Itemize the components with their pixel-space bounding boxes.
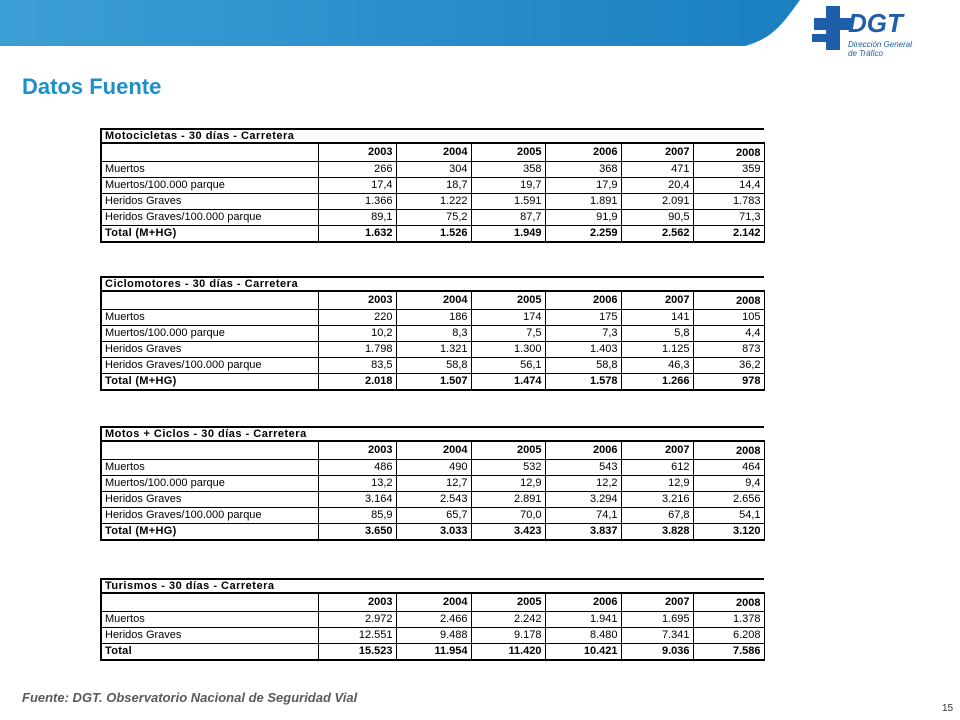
source-note: Fuente: DGT. Observatorio Nacional de Seguridad Vial — [22, 690, 358, 705]
data-table — [100, 578, 765, 661]
value-cell: 5,8 — [621, 326, 693, 342]
header-empty-cell — [101, 291, 318, 310]
row-label: Muertos — [101, 162, 318, 178]
year-header-cell: 2006 — [545, 291, 621, 310]
total-value-cell: 1.526 — [396, 226, 471, 243]
year-header-cell: 2007 — [621, 291, 693, 310]
total-value-cell: 10.421 — [545, 644, 621, 661]
value-cell: 3.216 — [621, 492, 693, 508]
table-row — [101, 210, 764, 226]
value-cell: 3.294 — [545, 492, 621, 508]
value-cell: 4,4 — [693, 326, 764, 342]
year-header-cell: 2004 — [396, 291, 471, 310]
year-header-cell: 2003 — [318, 291, 396, 310]
value-cell: 67,8 — [621, 508, 693, 524]
year-header-cell: 2008 — [693, 143, 764, 162]
table-row — [101, 326, 764, 342]
row-label: Muertos — [101, 310, 318, 326]
year-header-row — [101, 441, 764, 460]
value-cell: 105 — [693, 310, 764, 326]
year-header-cell: 2006 — [545, 441, 621, 460]
value-cell: 358 — [471, 162, 545, 178]
total-value-cell: 3.650 — [318, 524, 396, 541]
total-label: Total — [101, 644, 318, 661]
row-label: Heridos Graves — [101, 194, 318, 210]
total-value-cell: 1.507 — [396, 374, 471, 391]
year-header-cell: 2003 — [318, 441, 396, 460]
value-cell: 75,2 — [396, 210, 471, 226]
value-cell: 85,9 — [318, 508, 396, 524]
total-value-cell: 1.632 — [318, 226, 396, 243]
table-title-row — [101, 129, 764, 143]
value-cell: 464 — [693, 460, 764, 476]
table-title: Motos + Ciclos - 30 días - Carretera — [101, 427, 764, 441]
total-label: Total (M+HG) — [101, 524, 318, 541]
total-row — [101, 524, 764, 541]
value-cell: 8,3 — [396, 326, 471, 342]
total-value-cell: 11.420 — [471, 644, 545, 661]
value-cell: 612 — [621, 460, 693, 476]
row-label: Muertos/100.000 parque — [101, 476, 318, 492]
value-cell: 54,1 — [693, 508, 764, 524]
total-value-cell: 2.562 — [621, 226, 693, 243]
value-cell: 2.091 — [621, 194, 693, 210]
table-row — [101, 628, 764, 644]
table-title: Turismos - 30 días - Carretera — [101, 579, 764, 593]
value-cell: 12.551 — [318, 628, 396, 644]
table-row — [101, 492, 764, 508]
value-cell: 2.656 — [693, 492, 764, 508]
row-label: Muertos — [101, 460, 318, 476]
value-cell: 1.783 — [693, 194, 764, 210]
value-cell: 7,3 — [545, 326, 621, 342]
value-cell: 12,9 — [471, 476, 545, 492]
table-row — [101, 612, 764, 628]
header-empty-cell — [101, 593, 318, 612]
total-label: Total (M+HG) — [101, 226, 318, 243]
value-cell: 74,1 — [545, 508, 621, 524]
value-cell: 7.341 — [621, 628, 693, 644]
row-label: Heridos Graves/100.000 parque — [101, 508, 318, 524]
value-cell: 1.366 — [318, 194, 396, 210]
table-row — [101, 476, 764, 492]
value-cell: 13,2 — [318, 476, 396, 492]
value-cell: 17,9 — [545, 178, 621, 194]
year-header-row — [101, 291, 764, 310]
table-title-row — [101, 579, 764, 593]
total-value-cell: 1.266 — [621, 374, 693, 391]
total-value-cell: 3.828 — [621, 524, 693, 541]
total-value-cell: 2.018 — [318, 374, 396, 391]
value-cell: 2.891 — [471, 492, 545, 508]
logo-subtitle-line1: Dirección General — [848, 40, 913, 49]
value-cell: 490 — [396, 460, 471, 476]
value-cell: 486 — [318, 460, 396, 476]
total-value-cell: 2.259 — [545, 226, 621, 243]
value-cell: 175 — [545, 310, 621, 326]
row-label: Heridos Graves — [101, 342, 318, 358]
value-cell: 1.591 — [471, 194, 545, 210]
value-cell: 359 — [693, 162, 764, 178]
total-label: Total (M+HG) — [101, 374, 318, 391]
table-title-row — [101, 427, 764, 441]
data-table — [100, 276, 765, 391]
year-header-cell: 2005 — [471, 291, 545, 310]
value-cell: 36,2 — [693, 358, 764, 374]
value-cell: 1.300 — [471, 342, 545, 358]
value-cell: 2.543 — [396, 492, 471, 508]
value-cell: 46,3 — [621, 358, 693, 374]
year-header-row — [101, 143, 764, 162]
value-cell: 873 — [693, 342, 764, 358]
total-value-cell: 978 — [693, 374, 764, 391]
year-header-cell: 2006 — [545, 593, 621, 612]
year-header-cell: 2007 — [621, 441, 693, 460]
year-header-cell: 2003 — [318, 593, 396, 612]
value-cell: 83,5 — [318, 358, 396, 374]
row-label: Muertos — [101, 612, 318, 628]
value-cell: 3.164 — [318, 492, 396, 508]
value-cell: 87,7 — [471, 210, 545, 226]
value-cell: 89,1 — [318, 210, 396, 226]
year-header-cell: 2008 — [693, 593, 764, 612]
total-value-cell: 11.954 — [396, 644, 471, 661]
year-header-cell: 2007 — [621, 593, 693, 612]
value-cell: 17,4 — [318, 178, 396, 194]
row-label: Muertos/100.000 parque — [101, 178, 318, 194]
value-cell: 2.466 — [396, 612, 471, 628]
value-cell: 1.378 — [693, 612, 764, 628]
table-row — [101, 178, 764, 194]
value-cell: 19,7 — [471, 178, 545, 194]
year-header-cell: 2005 — [471, 441, 545, 460]
value-cell: 12,9 — [621, 476, 693, 492]
table-row — [101, 194, 764, 210]
year-header-row — [101, 593, 764, 612]
value-cell: 65,7 — [396, 508, 471, 524]
value-cell: 1.798 — [318, 342, 396, 358]
total-value-cell: 15.523 — [318, 644, 396, 661]
table-row — [101, 342, 764, 358]
value-cell: 71,3 — [693, 210, 764, 226]
table-row — [101, 310, 764, 326]
value-cell: 532 — [471, 460, 545, 476]
total-value-cell: 3.120 — [693, 524, 764, 541]
value-cell: 20,4 — [621, 178, 693, 194]
year-header-cell: 2008 — [693, 441, 764, 460]
value-cell: 56,1 — [471, 358, 545, 374]
value-cell: 90,5 — [621, 210, 693, 226]
value-cell: 58,8 — [396, 358, 471, 374]
page-title: Datos Fuente — [22, 74, 162, 99]
total-row — [101, 644, 764, 661]
row-label: Heridos Graves — [101, 628, 318, 644]
value-cell: 141 — [621, 310, 693, 326]
value-cell: 304 — [396, 162, 471, 178]
value-cell: 543 — [545, 460, 621, 476]
value-cell: 1.891 — [545, 194, 621, 210]
total-value-cell: 9.036 — [621, 644, 693, 661]
value-cell: 2.242 — [471, 612, 545, 628]
value-cell: 266 — [318, 162, 396, 178]
value-cell: 14,4 — [693, 178, 764, 194]
value-cell: 186 — [396, 310, 471, 326]
total-value-cell: 1.474 — [471, 374, 545, 391]
total-row — [101, 226, 764, 243]
table-row — [101, 508, 764, 524]
value-cell: 91,9 — [545, 210, 621, 226]
data-table — [100, 426, 765, 541]
value-cell: 1.403 — [545, 342, 621, 358]
total-value-cell: 1.949 — [471, 226, 545, 243]
year-header-cell: 2005 — [471, 593, 545, 612]
total-value-cell: 3.837 — [545, 524, 621, 541]
table-row — [101, 460, 764, 476]
total-value-cell: 7.586 — [693, 644, 764, 661]
value-cell: 6.208 — [693, 628, 764, 644]
value-cell: 9.488 — [396, 628, 471, 644]
value-cell: 10,2 — [318, 326, 396, 342]
logo-text: DGT — [848, 8, 903, 38]
value-cell: 1.125 — [621, 342, 693, 358]
year-header-cell: 2003 — [318, 143, 396, 162]
value-cell: 1.222 — [396, 194, 471, 210]
value-cell: 58,8 — [545, 358, 621, 374]
value-cell: 9,4 — [693, 476, 764, 492]
header-empty-cell — [101, 441, 318, 460]
value-cell: 70,0 — [471, 508, 545, 524]
row-label: Muertos/100.000 parque — [101, 326, 318, 342]
year-header-cell: 2007 — [621, 143, 693, 162]
table-row — [101, 162, 764, 178]
logo-subtitle-line2: de Tráfico — [848, 49, 883, 58]
total-value-cell: 2.142 — [693, 226, 764, 243]
table-row — [101, 358, 764, 374]
year-header-cell: 2005 — [471, 143, 545, 162]
header-empty-cell — [101, 143, 318, 162]
data-table — [100, 128, 765, 243]
value-cell: 220 — [318, 310, 396, 326]
dgt-cross-icon — [812, 4, 852, 54]
value-cell: 9.178 — [471, 628, 545, 644]
dgt-logo — [812, 4, 952, 62]
value-cell: 2.972 — [318, 612, 396, 628]
total-row — [101, 374, 764, 391]
value-cell: 174 — [471, 310, 545, 326]
value-cell: 1.321 — [396, 342, 471, 358]
total-value-cell: 3.033 — [396, 524, 471, 541]
total-value-cell: 3.423 — [471, 524, 545, 541]
row-label: Heridos Graves/100.000 parque — [101, 210, 318, 226]
total-value-cell: 1.578 — [545, 374, 621, 391]
table-title-row — [101, 277, 764, 291]
row-label: Heridos Graves — [101, 492, 318, 508]
year-header-cell: 2004 — [396, 441, 471, 460]
row-label: Heridos Graves/100.000 parque — [101, 358, 318, 374]
year-header-cell: 2008 — [693, 291, 764, 310]
table-title: Motocicletas - 30 días - Carretera — [101, 129, 764, 143]
value-cell: 471 — [621, 162, 693, 178]
value-cell: 8.480 — [545, 628, 621, 644]
table-title: Ciclomotores - 30 días - Carretera — [101, 277, 764, 291]
value-cell: 1.695 — [621, 612, 693, 628]
year-header-cell: 2004 — [396, 593, 471, 612]
value-cell: 18,7 — [396, 178, 471, 194]
page-number: 15 — [942, 703, 954, 714]
value-cell: 12,7 — [396, 476, 471, 492]
year-header-cell: 2006 — [545, 143, 621, 162]
value-cell: 12,2 — [545, 476, 621, 492]
value-cell: 7,5 — [471, 326, 545, 342]
value-cell: 1.941 — [545, 612, 621, 628]
value-cell: 368 — [545, 162, 621, 178]
year-header-cell: 2004 — [396, 143, 471, 162]
